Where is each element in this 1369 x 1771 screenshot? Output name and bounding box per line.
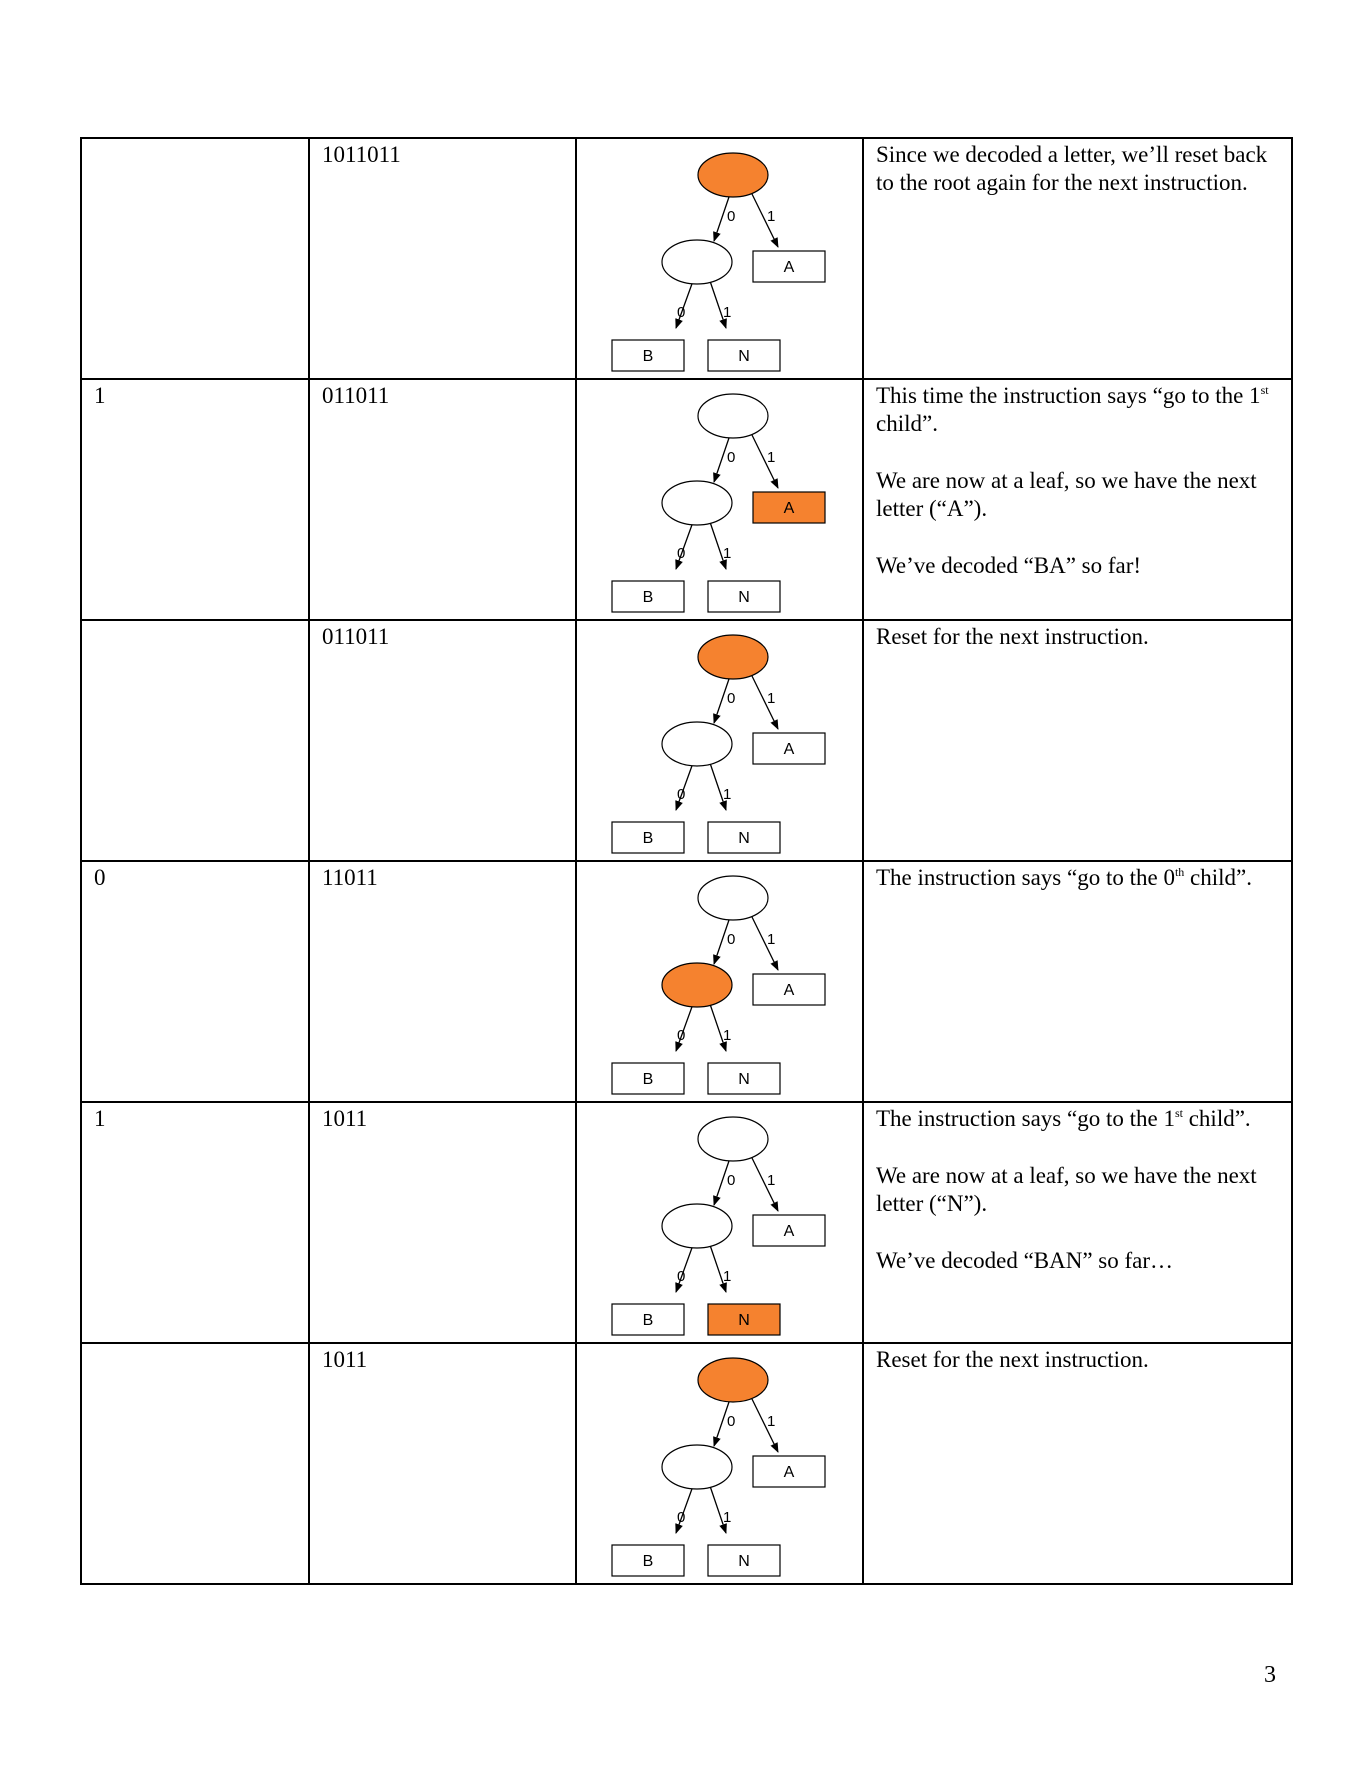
tree-cell: [576, 1343, 863, 1584]
edge-label-0: 0: [727, 1413, 736, 1430]
edge-label-0: 0: [677, 1027, 686, 1044]
edge-label-0: 0: [727, 931, 736, 948]
edge-label-0: 0: [727, 1172, 736, 1189]
explanation-paragraph: This time the instruction says “go to the 1st child”.: [876, 383, 1269, 436]
remaining-bits-cell: [309, 861, 576, 1102]
edge-label-1: 1: [767, 931, 776, 948]
tree-cell: [576, 861, 863, 1102]
table-row: [81, 379, 1292, 620]
explanation-paragraph: The instruction says “go to the 0th child”.: [876, 865, 1252, 890]
leaf-node-a-label: A: [783, 259, 795, 276]
root-node: [698, 394, 768, 438]
edge-label-1: 1: [723, 1027, 732, 1044]
bit-cell: [81, 1343, 309, 1584]
inner-node: [662, 240, 732, 284]
explanation-cell: [863, 861, 1292, 1102]
edge-label-1: 1: [723, 545, 732, 562]
tree-cell: [576, 138, 863, 379]
edge-label-0: 0: [727, 208, 736, 225]
tree-cell: [576, 620, 863, 861]
huffman-tree-diagram: [577, 1103, 862, 1342]
bit-cell: [81, 138, 309, 379]
remaining-bits-cell: [309, 379, 576, 620]
edge-label-0: 0: [677, 1509, 686, 1526]
root-node: [698, 1117, 768, 1161]
instruction-bit: [82, 139, 308, 141]
explanation-cell: [863, 138, 1292, 379]
explanation-paragraph: We’ve decoded “BA” so far!: [876, 553, 1142, 578]
edge-label-1: 1: [767, 690, 776, 707]
leaf-node-n-label: N: [738, 1312, 750, 1329]
inner-node: [662, 1204, 732, 1248]
leaf-node-b-label: B: [642, 348, 654, 365]
instruction-bit: 1: [94, 383, 106, 408]
explanation-cell: [863, 1102, 1292, 1343]
inner-node: [662, 963, 732, 1007]
remaining-bits-cell: [309, 1102, 576, 1343]
leaf-node-a-label: A: [783, 741, 795, 758]
edge-label-0: 0: [727, 449, 736, 466]
leaf-node-a-label: A: [783, 500, 795, 517]
instruction-bit: [82, 1344, 308, 1346]
remaining-bits: 11011: [322, 865, 378, 890]
edge-label-1: 1: [723, 786, 732, 803]
huffman-tree-diagram: [577, 621, 862, 860]
root-node: [698, 1358, 768, 1402]
remaining-bits-cell: [309, 620, 576, 861]
edge-label-1: 1: [723, 1268, 732, 1285]
explanation-paragraph: The instruction says “go to the 1st child”.: [876, 1106, 1251, 1131]
edge-label-1: 1: [767, 1413, 776, 1430]
leaf-node-n-label: N: [738, 830, 750, 847]
edge-label-0: 0: [677, 304, 686, 321]
huffman-tree-diagram: [577, 380, 862, 619]
leaf-node-n-label: N: [738, 589, 750, 606]
instruction-bit: [82, 621, 308, 623]
leaf-node-a-label: A: [783, 1223, 795, 1240]
explanation-text: [864, 621, 1291, 651]
explanation-cell: [863, 620, 1292, 861]
remaining-bits-cell: [309, 138, 576, 379]
explanation-cell: [863, 1343, 1292, 1584]
edge-label-1: 1: [767, 449, 776, 466]
inner-node: [662, 481, 732, 525]
remaining-bits: 1011: [322, 1347, 368, 1372]
remaining-bits: 011011: [322, 624, 390, 649]
remaining-bits: 1011011: [322, 142, 401, 167]
leaf-node-n-label: N: [738, 1071, 750, 1088]
leaf-node-b-label: B: [642, 1553, 654, 1570]
leaf-node-b-label: B: [642, 1312, 654, 1329]
explanation-text: [864, 1344, 1291, 1374]
inner-node: [662, 1445, 732, 1489]
root-node: [698, 635, 768, 679]
huffman-tree-diagram: [577, 139, 862, 378]
table-row: [81, 1102, 1292, 1343]
leaf-node-b-label: B: [642, 830, 654, 847]
root-node: [698, 153, 768, 197]
edge-label-0: 0: [677, 1268, 686, 1285]
leaf-node-a-label: A: [783, 1464, 795, 1481]
edge-label-0: 0: [727, 690, 736, 707]
edge-label-1: 1: [723, 304, 732, 321]
explanation-text: [864, 380, 1291, 580]
decoding-steps-table: [80, 137, 1293, 1585]
bit-cell: [81, 379, 309, 620]
bit-cell: [81, 1102, 309, 1343]
explanation-cell: [863, 379, 1292, 620]
bit-cell: [81, 620, 309, 861]
leaf-node-b-label: B: [642, 1071, 654, 1088]
explanation-paragraph: Reset for the next instruction.: [876, 624, 1149, 649]
tree-cell: [576, 1102, 863, 1343]
edge-label-1: 1: [767, 208, 776, 225]
bit-cell: [81, 861, 309, 1102]
leaf-node-b-label: B: [642, 589, 654, 606]
instruction-bit: 0: [94, 865, 106, 890]
edge-label-1: 1: [767, 1172, 776, 1189]
explanation-text: [864, 862, 1291, 892]
table-row: [81, 138, 1292, 379]
page-number: 3: [1264, 1662, 1276, 1688]
table-row: [81, 620, 1292, 861]
inner-node: [662, 722, 732, 766]
explanation-paragraph: Since we decoded a letter, we’ll reset back to the root again for the next instruction.: [876, 142, 1268, 195]
remaining-bits: 1011: [322, 1106, 368, 1131]
explanation-paragraph: We’ve decoded “BAN” so far…: [876, 1248, 1174, 1273]
remaining-bits-cell: [309, 1343, 576, 1584]
tree-cell: [576, 379, 863, 620]
explanation-paragraph: We are now at a leaf, so we have the next letter (“N”).: [876, 1163, 1257, 1216]
remaining-bits: 011011: [322, 383, 390, 408]
edge-label-0: 0: [677, 786, 686, 803]
edge-label-1: 1: [723, 1509, 732, 1526]
table-row: [81, 1343, 1292, 1584]
explanation-paragraph: We are now at a leaf, so we have the next letter (“A”).: [876, 468, 1257, 521]
steps-table-body: [81, 138, 1292, 1584]
huffman-tree-diagram: [577, 862, 862, 1101]
leaf-node-n-label: N: [738, 1553, 750, 1570]
instruction-bit: 1: [94, 1106, 106, 1131]
leaf-node-n-label: N: [738, 348, 750, 365]
huffman-tree-diagram: [577, 1344, 862, 1583]
explanation-paragraph: Reset for the next instruction.: [876, 1347, 1149, 1372]
table-row: [81, 861, 1292, 1102]
leaf-node-a-label: A: [783, 982, 795, 999]
root-node: [698, 876, 768, 920]
explanation-text: [864, 139, 1291, 197]
edge-label-0: 0: [677, 545, 686, 562]
explanation-text: [864, 1103, 1291, 1275]
